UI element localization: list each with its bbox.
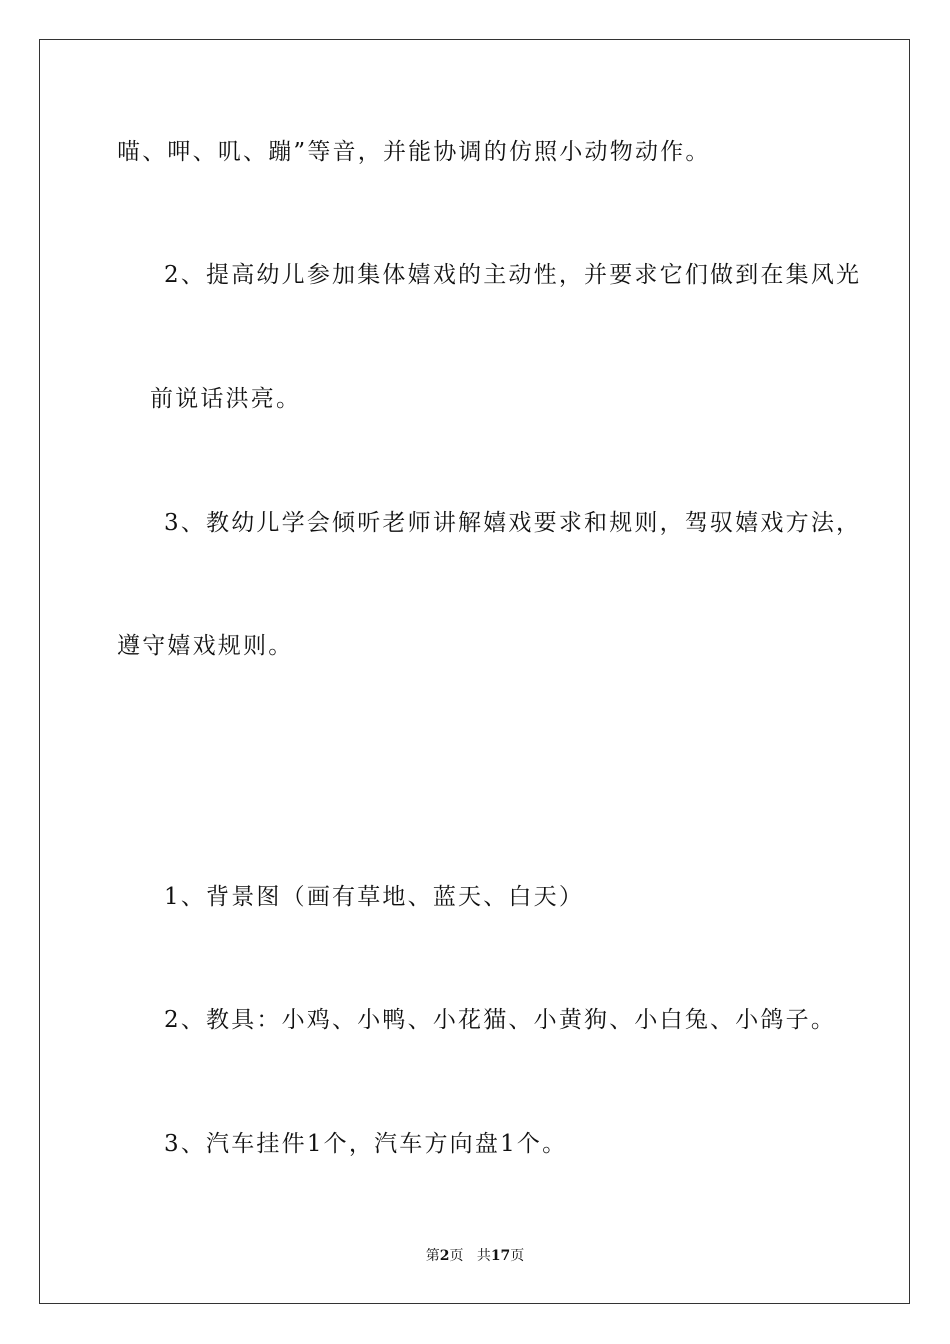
body-text-line-2: 2、提高幼儿参加集体嬉戏的主动性，并要求它们做到在集风光 (164, 262, 862, 288)
body-text-line-1: 喵、呷、叽、蹦”等音，并能协调的仿照小动物动作。 (117, 139, 711, 165)
total-suffix: 页 (510, 1248, 525, 1264)
body-text-line-6: 1、背景图（画有草地、蓝天、白天） (164, 884, 585, 910)
body-text-line-4: 3、教幼儿学会倾听老师讲解嬉戏要求和规则，驾驭嬉戏方法， (164, 510, 862, 536)
total-pages: 17 (490, 1248, 511, 1264)
body-text-line-5: 遵守嬉戏规则。 (117, 633, 294, 659)
page-border (39, 39, 910, 1304)
body-text-line-7: 2、教具：小鸡、小鸭、小花猫、小黄狗、小白兔、小鸽子。 (164, 1007, 837, 1033)
page-suffix: 页 (449, 1248, 464, 1264)
body-text-line-3: 前说话洪亮。 (150, 386, 302, 412)
page-footer (0, 1246, 950, 1266)
page-number: 2 (439, 1248, 450, 1264)
total-prefix: 共 (476, 1248, 491, 1264)
page-prefix: 第 (425, 1248, 440, 1264)
body-text-line-8: 3、汽车挂件1个，汽车方向盘1个。 (164, 1131, 568, 1157)
